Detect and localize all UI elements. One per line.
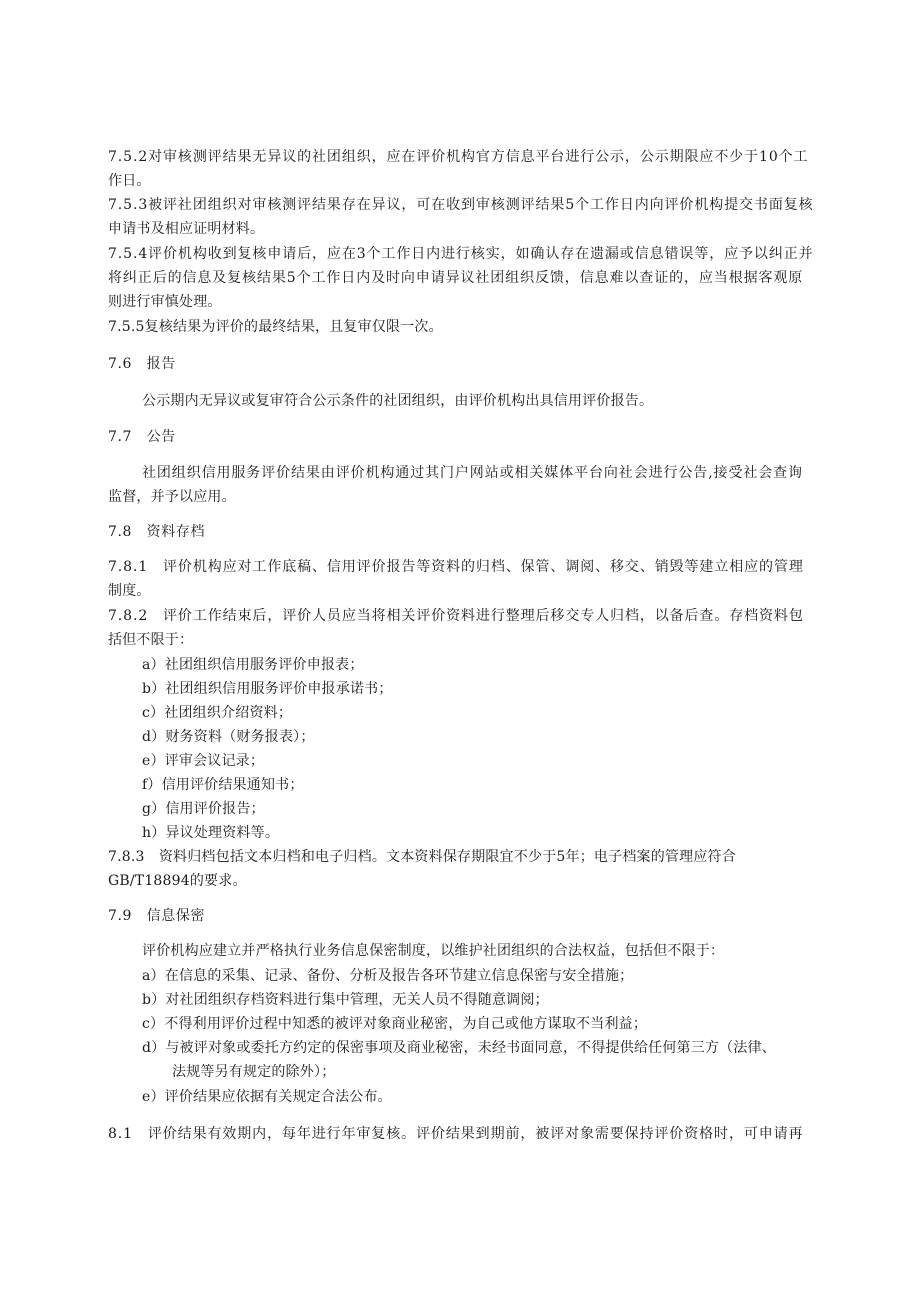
text-line: 7.5.2对审核测评结果无异议的社团组织，应在评价机构官方信息平台进行公示，公示期限应不少于10个工 [108,149,809,165]
text-line: 社团组织信用服务评价结果由评价机构通过其门户网站或相关媒体平台向社会进行公告,接受社会查询 [142,465,803,481]
text-line: 8.1 评价结果有效期内，每年进行年审复核。评价结果到期前，被评对象需要保持评价资格时，可申请再 [108,1126,804,1142]
list-item: e）评审会议记录； [142,753,265,769]
list-item: c）不得利用评价过程中知悉的被评对象商业秘密，为自己或他方谋取不当利益； [142,1016,648,1032]
list-item: e）评价结果应依据有关规定合法公布。 [142,1089,392,1105]
text-line: 7.8.3 资料归档包括文本归档和电子归档。文本资料保存期限宜不少于5年；电子档案的管理应符合 [108,849,736,865]
text-line: GB/T18894的要求。 [108,873,247,889]
text-line: 申请书及相应证明材料。 [108,221,265,237]
list-item: 法规等另有规定的除外）； [172,1064,336,1080]
section-heading: 7.8 资料存档 [108,524,206,540]
text-line: 7.5.3被评社团组织对审核测评结果存在异议，可在收到审核测评结果5个工作日内向评价机构提交书面复核 [108,197,814,213]
list-item: b）对社团组织存档资料进行集中管理，无关人员不得随意调阅； [142,992,549,1008]
text-line: 将纠正后的信息及复核结果5个工作日内及时向申请异议社团组织反馈，信息难以查证的，应当根据客观原 [108,270,804,286]
text-line: 监督，并予以应用。 [108,489,236,505]
text-line: 作日。 [108,173,151,189]
text-line: 括但不限于： [108,632,194,648]
section-heading: 7.9 信息保密 [108,908,206,924]
list-item: d）财务资料（财务报表）； [142,729,315,745]
list-item: b）社团组织信用服务评价申报承诺书； [142,681,393,697]
list-item: f）信用评价结果通知书； [142,777,304,793]
text-line: 则进行审慎处理。 [108,294,222,310]
text-line: 制度。 [108,583,151,599]
text-line: 7.5.5复核结果为评价的最终结果，且复审仅限一次。 [108,319,443,335]
text-line: 7.5.4评价机构收到复核申请后，应在3个工作日内进行核实，如确认存在遗漏或信息错误等，应予以纠正并 [108,246,814,262]
text-line: 7.8.1 评价机构应对工作底稿、信用评价报告等资料的归档、保管、调阅、移交、销毁等建立相应的管理 [108,559,804,575]
list-item: c）社团组织介绍资料； [142,705,293,721]
list-item: a）在信息的采集、记录、备份、分析及报告各环节建立信息保密与安全措施； [142,968,634,984]
text-line: 评价机构应建立并严格执行业务信息保密制度，以维护社团组织的合法权益，包括但不限于： [142,943,725,959]
list-item: g）信用评价报告； [142,801,265,817]
list-item: d）与被评对象或委托方约定的保密事项及商业秘密，未经书面同意，不得提供给任何第三方（法律、 [142,1040,776,1056]
list-item: a）社团组织信用服务评价申报表； [142,657,364,673]
section-heading: 7.6 报告 [108,356,176,372]
text-line: 公示期内无异议或复审符合公示条件的社团组织，由评价机构出具信用评价报告。 [142,393,654,409]
text-line: 7.8.2 评价工作结束后，评价人员应当将相关评价资料进行整理后移交专人归档，以备后查。存档资料包 [108,608,804,624]
list-item: h）异议处理资料等。 [142,825,280,841]
section-heading: 7.7 公告 [108,429,176,445]
